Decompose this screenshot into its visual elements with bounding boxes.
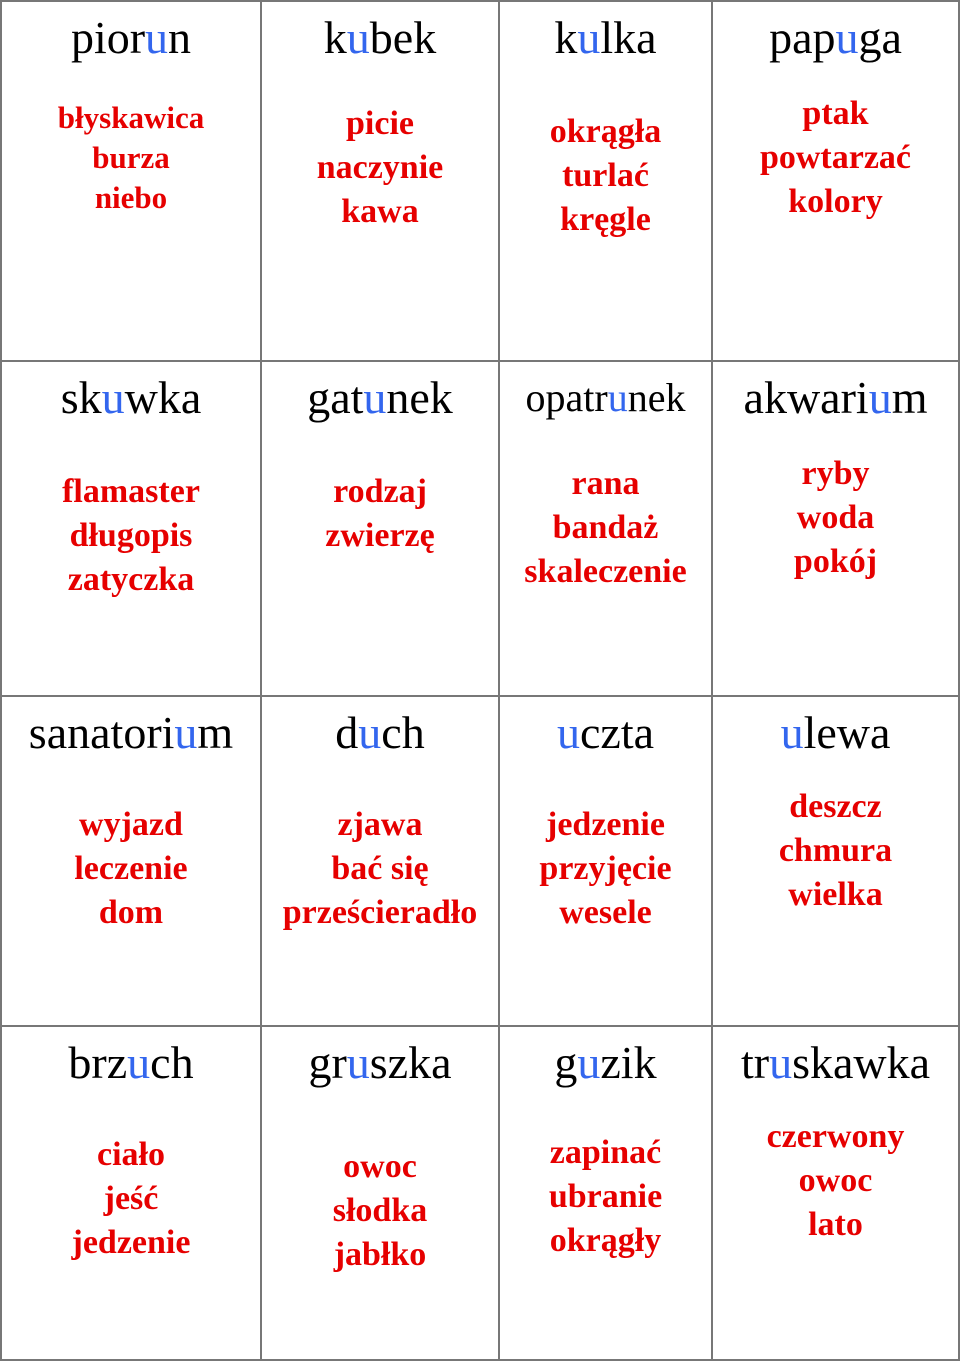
clue: rodzaj	[333, 473, 427, 510]
clue: ptak	[802, 95, 869, 132]
clue: naczynie	[316, 149, 444, 186]
card-word: opatrunek	[525, 375, 686, 420]
word-card	[0, 1027, 262, 1361]
clue: bandaż	[552, 509, 659, 546]
clue: rana	[571, 465, 640, 502]
word-card	[500, 1027, 713, 1361]
highlighted-letter: u	[769, 1037, 793, 1088]
clue: dom	[98, 894, 164, 931]
card-word: brzuch	[68, 1037, 194, 1088]
highlighted-letter: u	[868, 372, 892, 423]
highlighted-letter: u	[363, 372, 387, 423]
clue: lato	[808, 1206, 863, 1243]
card-clues	[713, 452, 958, 584]
word-card	[713, 0, 960, 362]
clue: jeść	[103, 1180, 159, 1217]
clue: okrągła	[549, 113, 662, 150]
card-word: gruszka	[308, 1037, 452, 1088]
highlighted-letter: u	[835, 12, 859, 63]
word-card	[500, 0, 713, 362]
card-clues	[2, 1133, 260, 1265]
card-clues	[262, 1145, 498, 1277]
card-word: truskawka	[740, 1037, 931, 1088]
clue: skaleczenie	[524, 553, 687, 590]
clue: owoc	[343, 1148, 417, 1185]
card-word: kubek	[323, 12, 437, 63]
clue: słodka	[332, 1192, 428, 1229]
clue: flamaster	[62, 473, 200, 510]
card-clues	[713, 785, 958, 917]
card-clues	[2, 98, 260, 218]
clue: wyjazd	[79, 806, 183, 843]
clue: wielka	[788, 876, 883, 913]
clue: owoc	[798, 1162, 873, 1199]
word-card	[262, 0, 500, 362]
word-card	[713, 1027, 960, 1361]
clue: ciało	[97, 1136, 165, 1173]
word-card	[262, 1027, 500, 1361]
highlighted-letter: u	[346, 12, 370, 63]
highlighted-letter: u	[577, 1037, 601, 1088]
clue: jabłko	[333, 1236, 427, 1273]
card-clues	[713, 92, 958, 224]
card-clues	[262, 470, 498, 558]
clue: jedzenie	[546, 806, 665, 843]
clue: leczenie	[74, 850, 188, 887]
clue: deszcz	[789, 788, 882, 825]
clue: błyskawica	[57, 100, 205, 135]
highlighted-letter: u	[127, 1037, 151, 1088]
card-word: piorun	[70, 12, 192, 63]
clue: picie	[346, 105, 414, 142]
highlighted-letter: u	[101, 372, 125, 423]
highlighted-letter: u	[346, 1037, 370, 1088]
card-word: ulewa	[780, 707, 891, 758]
card-clues	[2, 470, 260, 602]
word-card	[500, 697, 713, 1027]
card-clues	[500, 803, 711, 935]
highlighted-letter: u	[145, 12, 169, 63]
highlighted-letter: u	[577, 12, 601, 63]
word-card	[500, 362, 713, 697]
clue: kolory	[788, 183, 883, 220]
card-word: gatunek	[307, 372, 453, 423]
clue: zapinać	[549, 1134, 662, 1171]
clue: zatyczka	[67, 561, 195, 598]
highlighted-letter: u	[556, 707, 580, 758]
card-word: guzik	[554, 1037, 657, 1088]
clue: ryby	[801, 455, 870, 492]
highlighted-letter: u	[780, 707, 804, 758]
clue: ubranie	[548, 1178, 663, 1215]
card-word: akwarium	[743, 372, 928, 423]
card-word: papuga	[769, 12, 902, 63]
card-clues	[262, 102, 498, 234]
clue: wesele	[559, 894, 652, 931]
word-card	[713, 697, 960, 1027]
clue: zjawa	[337, 806, 423, 843]
clue: długopis	[69, 517, 193, 554]
card-word: sanatorium	[28, 707, 234, 758]
clue: okrągły	[549, 1222, 662, 1259]
word-card	[0, 697, 262, 1027]
highlighted-letter: u	[358, 707, 382, 758]
card-clues	[500, 462, 711, 594]
clue: powtarzać	[759, 139, 912, 176]
card-word: kulka	[554, 12, 657, 63]
clue: niebo	[94, 180, 168, 215]
clue: prześcieradło	[282, 894, 478, 931]
card-word: uczta	[556, 707, 655, 758]
clue: pokój	[793, 543, 878, 580]
card-clues	[2, 803, 260, 935]
clue: burza	[92, 140, 170, 175]
highlighted-letter: u	[607, 375, 628, 420]
word-card	[262, 697, 500, 1027]
clue: turlać	[562, 157, 649, 194]
word-card	[0, 0, 262, 362]
word-card	[0, 362, 262, 697]
card-clues	[713, 1115, 958, 1247]
card-clues	[262, 803, 498, 935]
card-clues	[500, 1131, 711, 1263]
clue: kręgle	[560, 201, 651, 238]
clue: bać się	[331, 850, 429, 887]
card-word: duch	[335, 707, 425, 758]
highlighted-letter: u	[174, 707, 198, 758]
card-clues	[500, 110, 711, 242]
clue: jedzenie	[71, 1224, 191, 1261]
clue: zwierzę	[325, 517, 435, 554]
word-card	[262, 362, 500, 697]
word-card	[713, 362, 960, 697]
clue: chmura	[778, 832, 893, 869]
clue: czerwony	[766, 1118, 905, 1155]
clue: przyjęcie	[539, 850, 672, 887]
clue: kawa	[341, 193, 419, 230]
clue: woda	[796, 499, 875, 536]
card-word: skuwka	[60, 372, 202, 423]
